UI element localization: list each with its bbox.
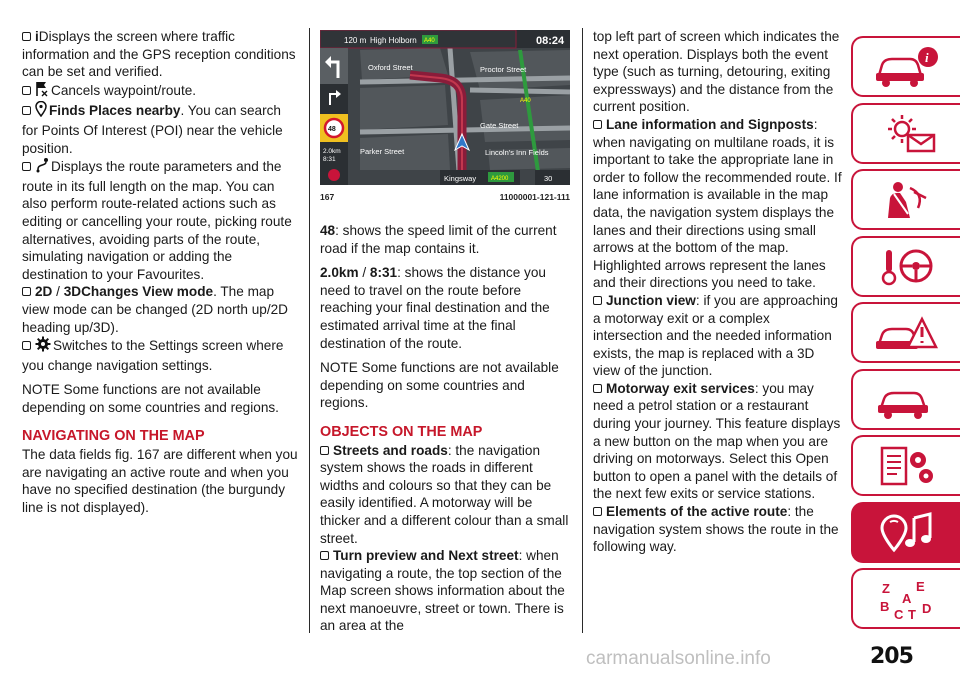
navigation-map-figure xyxy=(320,30,570,185)
svg-text:T: T xyxy=(907,606,916,621)
bullet-square-icon xyxy=(22,287,31,296)
next-street: High Holborn xyxy=(370,36,417,45)
item-streets-roads: Streets and roads: the navigation system shows the roads in different widths and colours so that they can be easily identified. A motorway will be thicker and a different colour than a small street. xyxy=(320,442,569,546)
item-settings: Switches to the Settings screen where you change navigation settings. xyxy=(22,338,284,373)
continued-text: top left part of screen which indicates the next operation. Displays both the event type (such as turning, detouring, exiting expressways) and the distance from the current position. xyxy=(593,29,840,115)
chapter-tabs xyxy=(851,36,960,635)
bullet-square-icon xyxy=(320,446,329,455)
eta: 8:31 xyxy=(323,156,336,163)
item-places-nearby: Finds Places nearby. You can search for Points Of Interest (POI) near the vehicle position. xyxy=(22,103,283,156)
figure-caption xyxy=(320,192,570,202)
svg-text:Proctor Street: Proctor Street xyxy=(480,65,527,74)
svg-text:C: C xyxy=(893,606,903,621)
page-number: 205 xyxy=(870,644,913,669)
svg-text:i: i xyxy=(924,49,929,65)
svg-text:E: E xyxy=(915,578,925,594)
body-text: The data fields fig. 167 are different when you are navigating an active route and when you have no specified destination (the burgundy line is not displayed). xyxy=(22,447,298,515)
bullet-square-icon xyxy=(22,86,31,95)
bullet-square-icon xyxy=(593,296,602,305)
distance-remaining: 2.0km xyxy=(323,148,341,155)
current-speed: 30 xyxy=(544,174,553,183)
tab-warning-lights[interactable] xyxy=(851,103,960,164)
warning-light-icon xyxy=(872,111,942,155)
tab-starting-driving[interactable] xyxy=(851,236,960,297)
bullet-square-icon xyxy=(22,106,31,115)
item-speed-limit: 48: shows the speed limit of the current road if the map contains it. xyxy=(320,223,557,256)
item-junction-view: Junction view: if you are approaching a motorway exit or a complex intersection and the needed information exists, the map is replaced with a 3D view of the junction. xyxy=(593,292,838,379)
gear-icon xyxy=(35,336,51,357)
tab-multimedia[interactable] xyxy=(851,502,960,563)
svg-text:A: A xyxy=(901,590,911,606)
item-route-parameters: Displays the route parameters and the route in its full length on the map. You can also perform route-related actions such as editing or cancelling your route, picking route alternatives, avoiding parts of the route, simulating navigation or adding the destination to your Favourites. xyxy=(22,159,292,282)
svg-text:Gate Street: Gate Street xyxy=(480,121,519,130)
bullet-square-icon xyxy=(22,32,31,41)
section-heading: OBJECTS ON THE MAP xyxy=(320,423,483,440)
figure-number: 167 xyxy=(320,192,335,202)
turn-arrow-panel xyxy=(320,48,348,84)
svg-text:B: B xyxy=(879,598,889,614)
multimedia-icon xyxy=(872,510,942,554)
svg-text:A4200: A4200 xyxy=(491,176,509,182)
car-info-icon xyxy=(872,45,942,89)
svg-text:A40: A40 xyxy=(424,38,435,44)
svg-text:Parker Street: Parker Street xyxy=(360,147,405,156)
tab-emergency[interactable] xyxy=(851,302,960,363)
item-view-mode: 2D / 3DChanges View mode. The map view mode can be changed (2D north up/2D heading up/3D). xyxy=(22,284,288,335)
alphabet-index-icon xyxy=(872,577,942,621)
map-pin-icon xyxy=(35,101,47,122)
column-3 xyxy=(593,28,843,556)
bullet-square-icon xyxy=(22,162,31,171)
bullet-square-icon xyxy=(593,120,602,129)
key-steering-icon xyxy=(872,244,942,288)
current-street: Kingsway xyxy=(444,174,477,183)
tab-maintenance[interactable] xyxy=(851,369,960,430)
svg-text:D: D xyxy=(921,600,931,616)
bullet-square-icon xyxy=(320,551,329,560)
bullet-square-icon xyxy=(593,507,602,516)
watermark: carmanualsonline.info xyxy=(586,648,771,669)
item-traffic-info: iDisplays the screen where traffic information and the GPS reception conditions can be set and verified. xyxy=(22,29,296,80)
figure-code: 11000001-121-111 xyxy=(499,192,570,202)
car-service-icon xyxy=(872,377,942,421)
car-crash-icon xyxy=(872,311,942,355)
tab-car-info[interactable] xyxy=(851,36,960,97)
speed-limit: 48 xyxy=(328,126,336,133)
note-text: NOTE Some functions are not available depending on some countries and regions. xyxy=(320,360,559,411)
item-active-route: Elements of the active route: the navigation system shows the route in the following way. xyxy=(593,504,839,555)
item-distance-eta: 2.0km / 8:31: shows the distance you need to travel on the route before reaching your final destination and the estimated arrival time at the final destination of the route. xyxy=(320,265,550,351)
column-divider xyxy=(309,28,310,633)
svg-text:Oxford Street: Oxford Street xyxy=(368,63,413,72)
column-divider xyxy=(582,28,583,633)
turn-distance: 120 m xyxy=(344,36,367,45)
section-heading: NAVIGATING ON THE MAP xyxy=(22,428,205,445)
tab-technical-data[interactable] xyxy=(851,435,960,496)
svg-text:A40: A40 xyxy=(520,98,531,104)
item-cancel-route: Cancels waypoint/route. xyxy=(22,81,300,102)
column-2 xyxy=(320,222,570,635)
item-turn-preview: Turn preview and Next street: when navigating a route, the top section of the Map screen shows information about the next manoeuvre, street or town. There is an area at the xyxy=(320,548,565,634)
item-lane-info: Lane information and Signposts: when navigating on multilane roads, it is important to take the appropriate lane in order to follow the recommended route. If lane information is available in the map data, the navigation system displays the lanes and their directions using small arrows at the bottom of the map. Highlighted arrows represent the lanes and their directions you need to take. xyxy=(593,116,842,291)
note-text: NOTE Some functions are not available depending on some countries and regions. xyxy=(22,382,279,415)
bullet-square-icon xyxy=(593,384,602,393)
item-motorway-services: Motorway exit services: you may need a petrol station or a restaurant during your journey. This feature displays a new button on the map when you are driving on motorways. Select this Open button to open a panel with the details of the next few exits or service stations. xyxy=(593,380,841,502)
seatbelt-airbag-icon xyxy=(872,178,942,222)
settings-gears-icon xyxy=(872,444,942,488)
tab-index[interactable] xyxy=(851,568,960,629)
clock-time: 08:24 xyxy=(536,35,565,47)
flag-cancel-icon xyxy=(35,81,49,102)
column-1 xyxy=(22,28,300,516)
tab-safety[interactable] xyxy=(851,169,960,230)
svg-text:Z: Z xyxy=(881,580,890,596)
route-path-icon xyxy=(35,157,49,178)
bullet-square-icon xyxy=(22,341,31,350)
svg-text:Lincoln's Inn Fields: Lincoln's Inn Fields xyxy=(485,148,549,157)
